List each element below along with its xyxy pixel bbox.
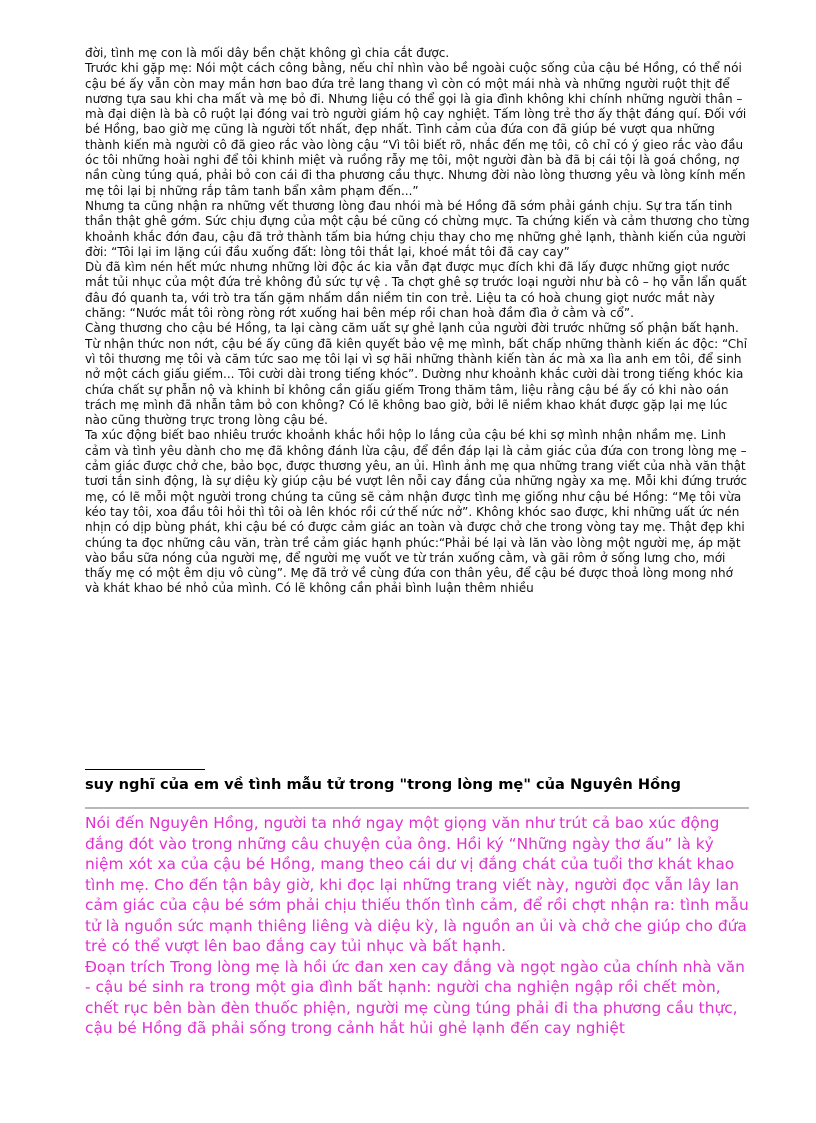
pink-paragraph: Nói đến Nguyên Hồng, người ta nhớ ngay một giọng văn như trút cả bao xúc động đắng đót vào trong những câu chuyện của ông. Hồi ký “Những ngày thơ ấu” là kỷ niệm xót xa của cậu bé Hồng, mang theo cái dư vị đắng chát của tuổi thơ khát khao tình mẹ. Cho đến tận bây giờ, khi đọc lại những trang viết này, người đọc vẫn lây lan cảm giác của cậu bé sớm phải chịu thiếu thốn tình cảm, để rồi chợt nhận ra: tình mẫu tử là nguồn sức mạnh thiêng liêng và diệu kỳ, là nguồn an ủi và chở che giúp cho đứa trẻ có thể vượt lên bao đắng cay tủi nhục và bất hạnh.	[85, 814, 749, 955]
pink-body-text	[85, 813, 753, 1039]
pink-paragraph: Đoạn trích Trong lòng mẹ là hồi ức đan xen cay đắng và ngọt ngào của chính nhà văn - cậu bé sinh ra trong một gia đình bất hạnh: người cha nghiện ngập rồi chết mòn, chết rục bên bàn đèn thuốc phiện, người mẹ cùng túng phải đi tha phương cầu thực, cậu bé Hồng đã phải sống trong cảnh hắt hủi ghẻ lạnh đến cay nghiệt	[85, 957, 745, 1037]
body-text	[85, 46, 750, 597]
paragraph: Ta xúc động biết bao nhiêu trước khoảnh khắc hồi hộp lo lắng của cậu bé khi sợ mình nhận nhầm mẹ. Linh cảm và tình yêu dành cho mẹ đã không đánh lừa cậu, để đền đáp lại là cảm giác của đứa con trong lòng mẹ – cảm giác được chở che, bảo bọc, được thương yêu, an ủi. Hình ảnh mẹ qua những trang viết của nhà văn thật tươi tắn sinh động, là sự diệu kỳ giúp cậu bé vượt lên nỗi cay đắng của những ngày xa mẹ. Mỗi khi đứng trước mẹ, có lẽ mỗi một người trong chúng ta cũng sẽ cảm nhận được tình mẹ giống như cậu bé Hồng: “Mẹ tôi vừa kéo tay tôi, xoa đầu tôi hỏi thì tôi oà lên khóc rồi cứ thế nức nở”. Không khóc sao được, khi những uất ức nén nhịn có dịp bùng phát, khi cậu bé có được cảm giác an toàn và được chở che trong vòng tay mẹ. Thật đẹp khi chúng ta đọc những câu văn, tràn trề cảm giác hạnh phúc:“Phải bé lại và lăn vào lòng một người mẹ, áp mặt vào bầu sữa nóng của người mẹ, để người mẹ vuốt ve từ trán xuống cằm, và gãi rôm ở sống lưng cho, mới thấy mẹ có một êm dịu vô cùng”. Mẹ đã trở về cùng đứa con thân yêu, để cậu bé được thoả lòng mong nhớ và khát khao bé nhỏ của mình. Có lẽ không cần phải bình luận thêm nhiều	[85, 428, 748, 596]
long-divider	[85, 807, 749, 809]
section-heading: suy nghĩ của em về tình mẫu tử trong "trong lòng mẹ" của Nguyên Hồng	[85, 776, 681, 793]
paragraph: Dù đã kìm nén hết mức nhưng những lời độc ác kia vẫn đạt được mục đích khi đã lấy được những giọt nước mắt tủi nhục của một đứa trẻ không đủ sức tự vệ . Ta chợt ghê sợ trước loại người như bà cô – họ vẫn lẩn quất đâu đó quanh ta, với trò tra tấn gặm nhấm dần niềm tin con trẻ. Liệu ta có hoà chung giọt nước mắt này chăng: “Nước mắt tôi ròng ròng rớt xuống hai bên mép rồi chan hoà đầm đìa ở cằm và cổ”.	[85, 260, 747, 321]
paragraph: đời, tình mẹ con là mối dây bền chặt không gì chia cắt được.	[85, 46, 450, 60]
paragraph: Càng thương cho cậu bé Hồng, ta lại càng căm uất sự ghẻ lạnh của người đời trước những số phận bất hạnh. Từ nhận thức non nớt, cậu bé ấy cũng đã kiên quyết bảo vệ mẹ mình, bất chấp những thành kiến ác độc: “Chỉ vì tôi thương mẹ tôi và căm tức sao mẹ tôi lại vì sợ hãi những thành kiến tàn ác mà xa lìa anh em tôi, để sinh nở một cách giấu giếm... Tôi cười dài trong tiếng khóc”. Dường như khoảnh khắc cười dài trong tiếng khóc kia chứa chất sự phẫn nộ và khinh bỉ không cần giấu giếm Trong thăm tâm, liệu rằng cậu bé ấy có khi nào oán trách mẹ mình đã nhẫn tâm bỏ con không? Có lẽ không bao giờ, bởi lẽ niềm khao khát được gặp lại mẹ lúc nào cũng thường trực trong lòng cậu bé.	[85, 321, 748, 428]
paragraph: Nhưng ta cũng nhận ra những vết thương lòng đau nhói mà bé Hồng đã sớm phải gánh chịu. Sự tra tấn tinh thần thật ghê gớm. Sức chịu đựng của một cậu bé cũng có chừng mực. Ta chứng kiến và cảm thương cho từng khoảnh khắc đớn đau, cậu đã trở thành tấm bia hứng chịu thay cho mẹ những ghẻ lạnh, thành kiến của người đời: “Tôi lại im lặng cúi đầu xuống đất: lòng tôi thắt lại, khoé mắt tôi đã cay cay”	[85, 198, 750, 259]
short-divider	[85, 769, 205, 770]
paragraph: Trước khi gặp mẹ: Nói một cách công bằng, nếu chỉ nhìn vào bề ngoài cuộc sống của cậu bé Hồng, có thể nói cậu bé ấy vẫn còn may mắn hơn bao đứa trẻ lang thang vì còn có một mái nhà và những người ruột thịt để nương tựa sau khi cha mất và mẹ bỏ đi. Nhưng liệu có thể gọi là gia đình không khi chính những người thân – mà đại diện là bà cô ruột lại đóng vai trò người giám hộ cay nghiệt. Tấm lòng trẻ thơ ấy thật đáng quí. Đối với bé Hồng, bao giờ mẹ cũng là người tốt nhất, đẹp nhất. Tình cảm của đứa con đã giúp bé vượt qua những thành kiến mà người cô đã gieo rắc vào lòng cậu “Vì tôi biết rõ, nhắc đến mẹ tôi, cô chỉ có ý gieo rắc vào đầu óc tôi những hoài nghi để tôi khinh miệt và ruồng rẫy mẹ tôi, một người đàn bà đã bị cái tội là goá chồng, nợ nần cùng túng quá, phải bỏ con cái đi tha phương cầu thực. Nhưng đời nào lòng thương yêu và lòng kính mến mẹ tôi lại bị những rắp tâm tanh bẩn xâm phạm đến...”	[85, 61, 747, 198]
